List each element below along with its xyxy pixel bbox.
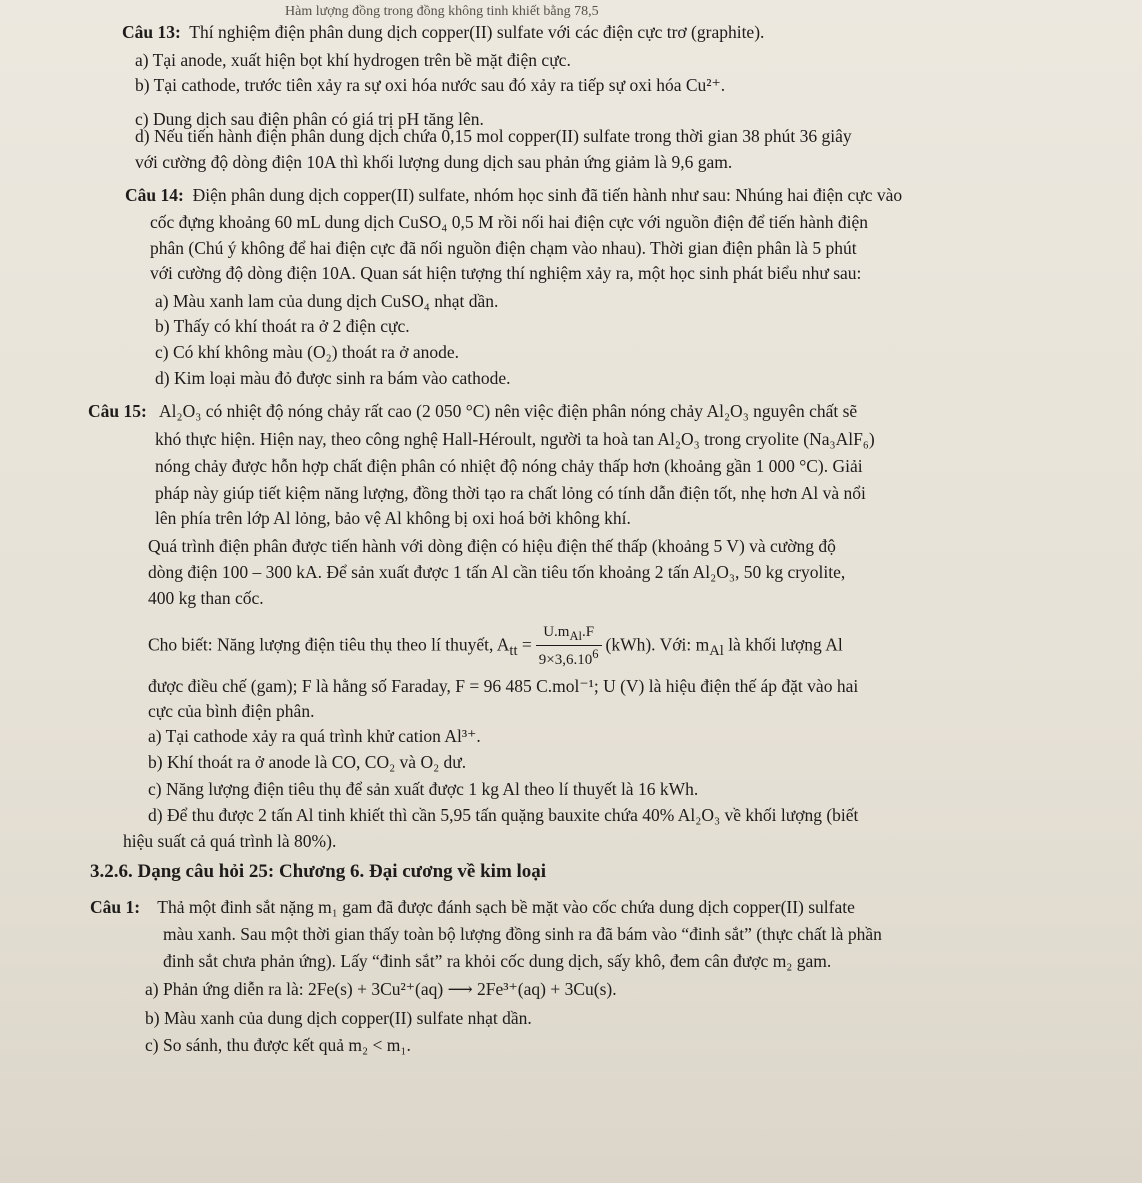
q13-option-c: c) Dung dịch sau điện phân có giá trị pH tăng lên. [135,109,484,129]
q13-stem-text: Thí nghiệm điện phân dung dịch copper(II) sulfate với các điện cực trơ (graphite). [189,22,765,42]
formula-sub: tt [509,643,518,660]
fraction-numerator [536,624,602,646]
q15-line4: pháp này giúp tiết kiệm năng lượng, đồng thời tạo ra chất lỏng có tính dẫn điện tốt, nhẹ hơn Al và nổi [155,483,866,503]
q15-option-c: c) Năng lượng điện tiêu thụ để sản xuất được 1 kg Al theo lí thuyết là 16 kWh. [148,779,699,799]
q15-line1 [88,400,857,422]
q13-option-d-line2: với cường độ dòng điện 10A thì khối lượng dung dịch sau phản ứng giảm là 9,6 gam. [135,152,733,172]
q15-formula-line: Cho biết: Năng lượng điện tiêu thụ theo lí thuyết, $A_{tt}$ = $\frac{U.m_{Al}.F}{9\times 3,6.10^6}$ (kWh). Với: $m_{Al}$ là khối lượng Al [148,624,843,668]
numerator-sub: Al [569,629,582,643]
q15-line3: nóng chảy được hỗn hợp chất điện phân có nhiệt độ nóng chảy thấp hơn (khoảng gần 1 000 °C). Giải [155,456,863,476]
q1-option-c: c) So sánh, thu được kết quả m₂ < m₁. [145,1035,411,1055]
q14-stem-line2: cốc đựng khoảng 60 mL dung dịch CuSO₄ 0,5 M rồi nối hai điện cực với nguồn điện để tiến hành điện [150,212,869,232]
q15-line9: được điều chế (gam); F là hằng số Faraday, F = 96 485 C.mol⁻¹; U (V) là hiệu điện thế áp đặt vào hai [148,676,859,696]
q13-option-a: a) Tại anode, xuất hiện bọt khí hydrogen trên bề mặt điện cực. [135,50,571,70]
q15-line2: khó thực hiện. Hiện nay, theo công nghệ Hall-Héroult, người ta hoà tan Al₂O₃ trong cryolite (Na₃AlF₆) [155,429,875,449]
section-heading: 3.2.6. Dạng câu hỏi 25: Chương 6. Đại cương về kim loại [90,861,547,882]
energy-fraction [536,624,602,669]
q15-option-b: b) Khí thoát ra ở anode là CO, CO₂ và O₂ dư. [148,752,467,772]
q15-option-d-line2: hiệu suất cả quá trình là 80%). [123,831,337,851]
denominator-sup: 6 [592,647,599,661]
q15-line8: 400 kg than cốc. [148,588,264,608]
q14-option-b: b) Thấy có khí thoát ra ở 2 điện cực. [155,316,410,336]
q15-option-a: a) Tại cathode xảy ra quá trình khử cation Al³⁺. [148,726,481,746]
q15-line10: cực của bình điện phân. [148,701,315,721]
fraction-denominator [536,646,602,669]
q14-label: Câu 14: [125,185,184,205]
header-fragment: Hàm lượng đồng trong đồng không tinh khiết bằng 78,5 [285,4,599,19]
q1-line3: đinh sắt chưa phản ứng). Lấy “đinh sắt” ra khỏi cốc dung dịch, sấy khô, đem cân được m₂ gam. [163,951,832,971]
q13-option-d-line1: d) Nếu tiến hành điện phân dung dịch chứa 0,15 mol copper(II) sulfate trong thời gian 38 phút 36 giây [135,126,852,146]
q1-option-b: b) Màu xanh của dung dịch copper(II) sulfate nhạt dần. [145,1008,532,1028]
q14-stem-text: Điện phân dung dịch copper(II) sulfate, nhóm học sinh đã tiến hành như sau: Nhúng hai điện cực vào [192,185,903,205]
formula-post-tail: là khối lượng Al [723,634,843,655]
q14-stem-line4: với cường độ dòng điện 10A. Quan sát hiện tượng thí nghiệm xảy ra, một học sinh phát biểu như sau: [150,263,862,283]
numerator-text: U.m [543,624,570,640]
q15-line7: dòng điện 100 – 300 kA. Để sản xuất được 1 tấn Al cần tiêu tốn khoảng 2 tấn Al₂O₃, 50 kg cryolite, [148,562,846,582]
q14-stem-line1 [125,184,902,206]
q1-option-a: a) Phản ứng diễn ra là: 2Fe(s) + 3Cu²⁺(aq) ⟶ 2Fe³⁺(aq) + 3Cu(s). [145,979,617,999]
q15-line5: lên phía trên lớp Al lỏng, bảo vệ Al không bị oxi hoá bởi không khí. [155,508,631,528]
q1-line1 [90,896,855,918]
formula-post: (kWh). Với: m [605,634,710,655]
denominator-text: 9×3,6.10 [538,652,593,668]
q13-label: Câu 13: [122,22,181,42]
formula-post-sub: Al [709,643,724,660]
q15-label: Câu 15: [88,401,147,421]
q15-line6: Quá trình điện phân được tiến hành với dòng điện có hiệu điện thế thấp (khoảng 5 V) và cường độ [148,536,836,556]
q1-label: Câu 1: [90,897,141,917]
q1-line1-text: Thả một đinh sắt nặng m₁ gam đã được đánh sạch bề mặt vào cốc chứa dung dịch copper(II) sulfate [157,897,855,917]
q14-stem-line3: phân (Chú ý không để hai điện cực đã nối nguồn điện chạm vào nhau). Thời gian điện phân là 5 phút [150,238,857,258]
q14-option-d: d) Kim loại màu đỏ được sinh ra bám vào cathode. [155,368,511,388]
q14-option-a: a) Màu xanh lam của dung dịch CuSO₄ nhạt dần. [155,291,499,311]
q14-option-c: c) Có khí không màu (O₂) thoát ra ở anode. [155,342,460,362]
q13-stem [122,21,764,43]
numerator-tail: .F [581,624,595,640]
q1-line2: màu xanh. Sau một thời gian thấy toàn bộ lượng đồng sinh ra đã bám vào “đinh sắt” (thực chất là phần [163,924,882,944]
q15-option-d-line1: d) Để thu được 2 tấn Al tinh khiết thì cần 5,95 tấn quặng bauxite chứa 40% Al₂O₃ về khối lượng (biết [148,805,859,825]
q15-line1-text: Al₂O₃ có nhiệt độ nóng chảy rất cao (2 050 °C) nên việc điện phân nóng chảy Al₂O₃ nguyên chất sẽ [159,401,858,421]
formula-pre: Cho biết: Năng lượng điện tiêu thụ theo lí thuyết, A [148,634,510,655]
q13-option-b: b) Tại cathode, trước tiên xảy ra sự oxi hóa nước sau đó xảy ra tiếp sự oxi hóa Cu²⁺. [135,75,726,95]
